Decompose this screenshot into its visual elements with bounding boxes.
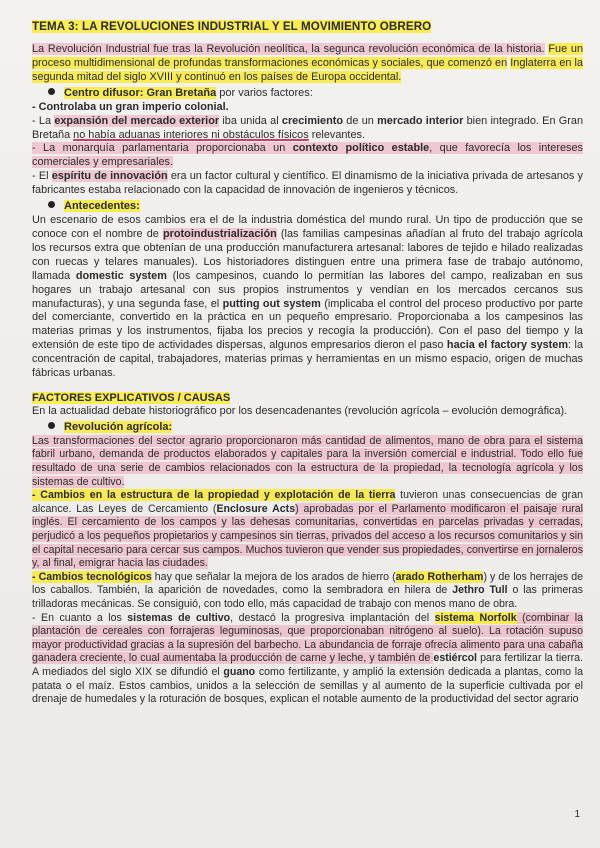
intro-paragraph bbox=[32, 43, 583, 85]
bullet-revolucion-agricola: Revolución agrícola: bbox=[48, 420, 583, 434]
antecedentes-paragraph: Un escenario de esos cambios era el de la industria doméstica del mundo rural. Un tipo de producción que se conoce con el nombre de protoindustrialización (las familias campesinas añadían al fruto del trabajo agrícola los recursos extra que obtenían de una producción manufacturera artesanal: labores de tejido e hilado realizadas con ruecas y telares manuales). Los historiadores distinguen entre una primera fase de trabajo autónomo, llamada domestic system (los campesinos, cuando lo permitían las labores del campo, realizaban en sus hogares un trabajo artesanal con sus propios instrumentos y vendían en los mercados cercanos sus manufacturas), y una segunda fase, el putting out system (implicaba el control del proceso productivo por parte del comerciante, convertido en la práctica en un pequeño empresario. Proporcionaba a los campesinos las materias primas y los instrumentos, fijaba los precios y recogía la producción). Con el paso del tiempo y la extensión de este tipo de actividades dispersas, algunos empresarios dieron el paso hacia el factory system: la concentración de capital, trabajadores, materias primas y herramientas en un mismo espacio, origen de muchas fábricas urbanas. bbox=[32, 214, 584, 380]
bullet-dot-icon bbox=[48, 201, 55, 208]
bullet-dot-icon bbox=[48, 88, 55, 95]
section-heading-factores: FACTORES EXPLICATIVOS / CAUSAS bbox=[32, 391, 231, 404]
factor-imperio: - Controlaba un gran imperio colonial. bbox=[32, 100, 229, 113]
factor-innovacion: - El espíritu de innovación era un factor cultural y científico. El dinamismo de la iniciativa privada de artesanos y fabricantes estaba relacionado con la capacidad de innovación de ingenieros y técnicos. bbox=[32, 170, 583, 197]
bullet-dot-icon bbox=[48, 422, 55, 429]
bullet-antecedentes: Antecedentes: bbox=[48, 199, 583, 213]
agricola-paragraph: Las transformaciones del sector agrario proporcionaron más cantidad de alimentos, mano de obra para el sistema fabril urbano, demanda de productos elaborados y capitales para la inversión comercial e industrial. Todo ello fue resultado de una serie de cambios relacionados con la estructura de la propiedad, la tecnología agrícola y los sistemas de cultivo. bbox=[32, 434, 583, 488]
factor-mercado: - La expansión del mercado exterior iba unida al crecimiento de un mercado interior bien integrado. En Gran Bretaña no había aduanas interiores ni obstáculos físicos relevantes. bbox=[32, 114, 583, 141]
factores-intro: En la actualidad debate historiográfico por los desencadenantes (revolución agrícola – evolución demográfica). bbox=[32, 404, 568, 417]
factor-politico: - La monarquía parlamentaria proporcionaba un contexto político estable, que favorecía los intereses comerciales y empresariales. bbox=[32, 142, 583, 169]
intro-line-1: La Revolución Industrial fue tras la Revolución neolítica, la segunca revolución económica de la historia. bbox=[32, 43, 545, 55]
page-title: TEMA 3: LA REVOLUCIONES INDUSTRIAL Y EL MOVIMIENTO OBRERO bbox=[32, 20, 432, 33]
intro-line-3: Inglaterra en la segunda mitad del siglo XVIII y continuó en los países de Europa occidental. bbox=[32, 56, 583, 83]
page-number: 1 bbox=[574, 809, 580, 820]
bullet-centro-difusor: Centro difusor: Gran Bretaña por varios factores: bbox=[48, 86, 583, 100]
sistemas-cultivo-paragraph: - En cuanto a los sistemas de cultivo, destacó la progresiva implantación del sistema Norfolk (combinar la plantación de cereales con forrajeras leguminosas, que proporcionaban nitrógeno al suelo). La rotación supuso mayor productividad gracias a la supresión del barbecho. La abundancia de forraje ofrecía alimento para una cabaña ganadera creciente, lo cual aumentaba la producción de carne y leche, y también de estiércol para fertilizar la tierra. A mediados del siglo XIX se difundió el guano como fertilizante, y amplió la extensión dedicada a plantas, como la patata o el maíz. Estos cambios, unidos a la selección de semillas y al aumento de la superficie cultivada por el drenaje de humedales y la roturación de bosques, explican el notable aumento de la productividad del sector agrario bbox=[32, 611, 583, 706]
cambios-propiedad-paragraph: - Cambios en la estructura de la propiedad y explotación de la tierra tuvieron unas consecuencias de gran alcance. Las Leyes de Cercamiento (Enclosure Acts) aprobadas por el Parlamento modificaron el paisaje rural inglés. El cercamiento de los campos y las dehesas comunitarias, convertidas en parcelas privadas y cerradas, perjudicó a los pequeños propietarios y campesinos sin tierras, privados del acceso a los recursos comunitarios y sin el capital necesario para cercar sus campos. Muchos tuvieron que vender sus propiedades, convertirse en jornaleros y, al final, emigrar hacia las ciudades. bbox=[32, 489, 584, 570]
intro-line-2: Fue un proceso multidimensional de profundas transformaciones económicas y sociales, que comenzó en bbox=[32, 43, 584, 69]
cambios-tecnologicos-paragraph: - Cambios tecnológicos hay que señalar la mejora de los arados de hierro (arado Rotherham) y de los herrajes de los caballos. También, la aparición de novedades, como la sembradora en hilera de Jethro Tull o las primeras trilladoras mecánicas. Se consiguió, con todo ello, más capacidad de trabajo con menos mano de obra. bbox=[32, 570, 583, 610]
